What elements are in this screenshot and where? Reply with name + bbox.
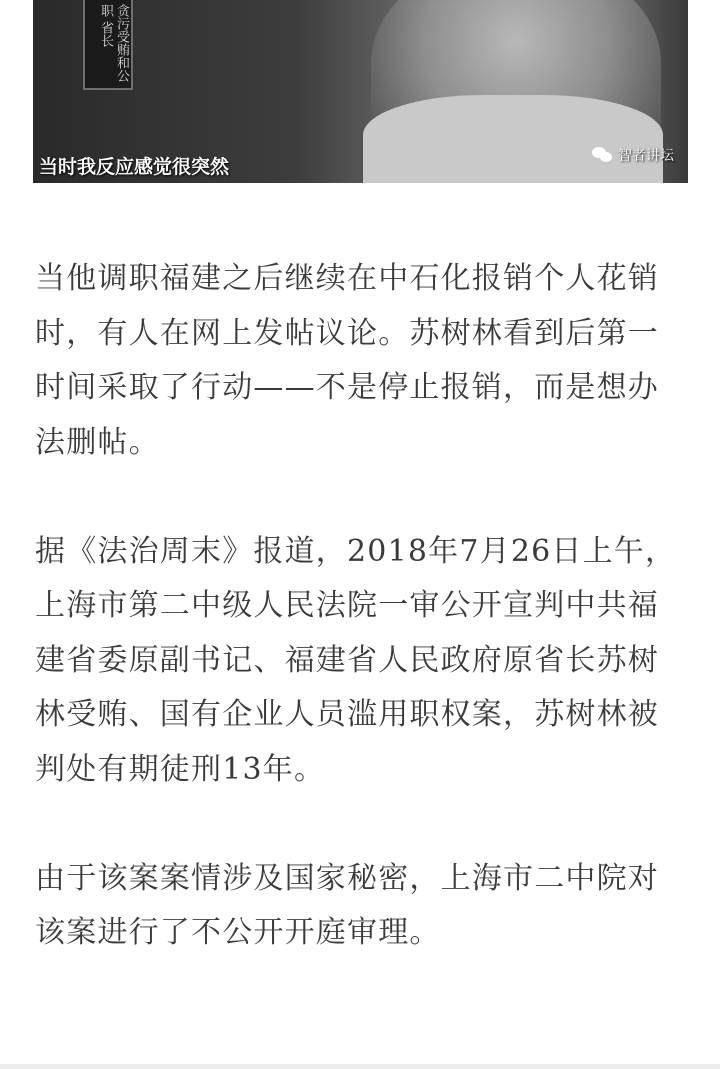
bottom-divider [0, 1064, 720, 1069]
image-watermark [592, 145, 674, 165]
image-caption: 当时我反应感觉很突然 [39, 156, 230, 178]
article-body [35, 252, 690, 1015]
article-paragraph-2: 据《法治周末》报道，2018年7月26日上午，上海市第二中级人民法院一审公开宣判中共福建省委原副书记、福建省人民政府原省长苏树林受贿、国有企业人员滥用职权案，苏树林被判处有期徒刑13年。 [35, 533, 677, 787]
person-shirt [363, 95, 663, 183]
article-paragraph-3: 由于该案案情涉及国家秘密，上海市二中院对该案进行了不公开开庭审理。 [35, 860, 659, 950]
watermark-label: 智者讲坛 [618, 148, 674, 164]
article-image[interactable] [33, 0, 688, 183]
article-paragraph-1: 当他调职福建之后继续在中石化报销个人花销时，有人在网上发帖议论。苏树林看到后第一时间采取了行动——不是停止报销，而是想办法删帖。 [35, 261, 659, 460]
image-plaque-text: 贪污受贿和公职 省长 [83, 0, 133, 90]
wechat-icon [592, 147, 614, 163]
